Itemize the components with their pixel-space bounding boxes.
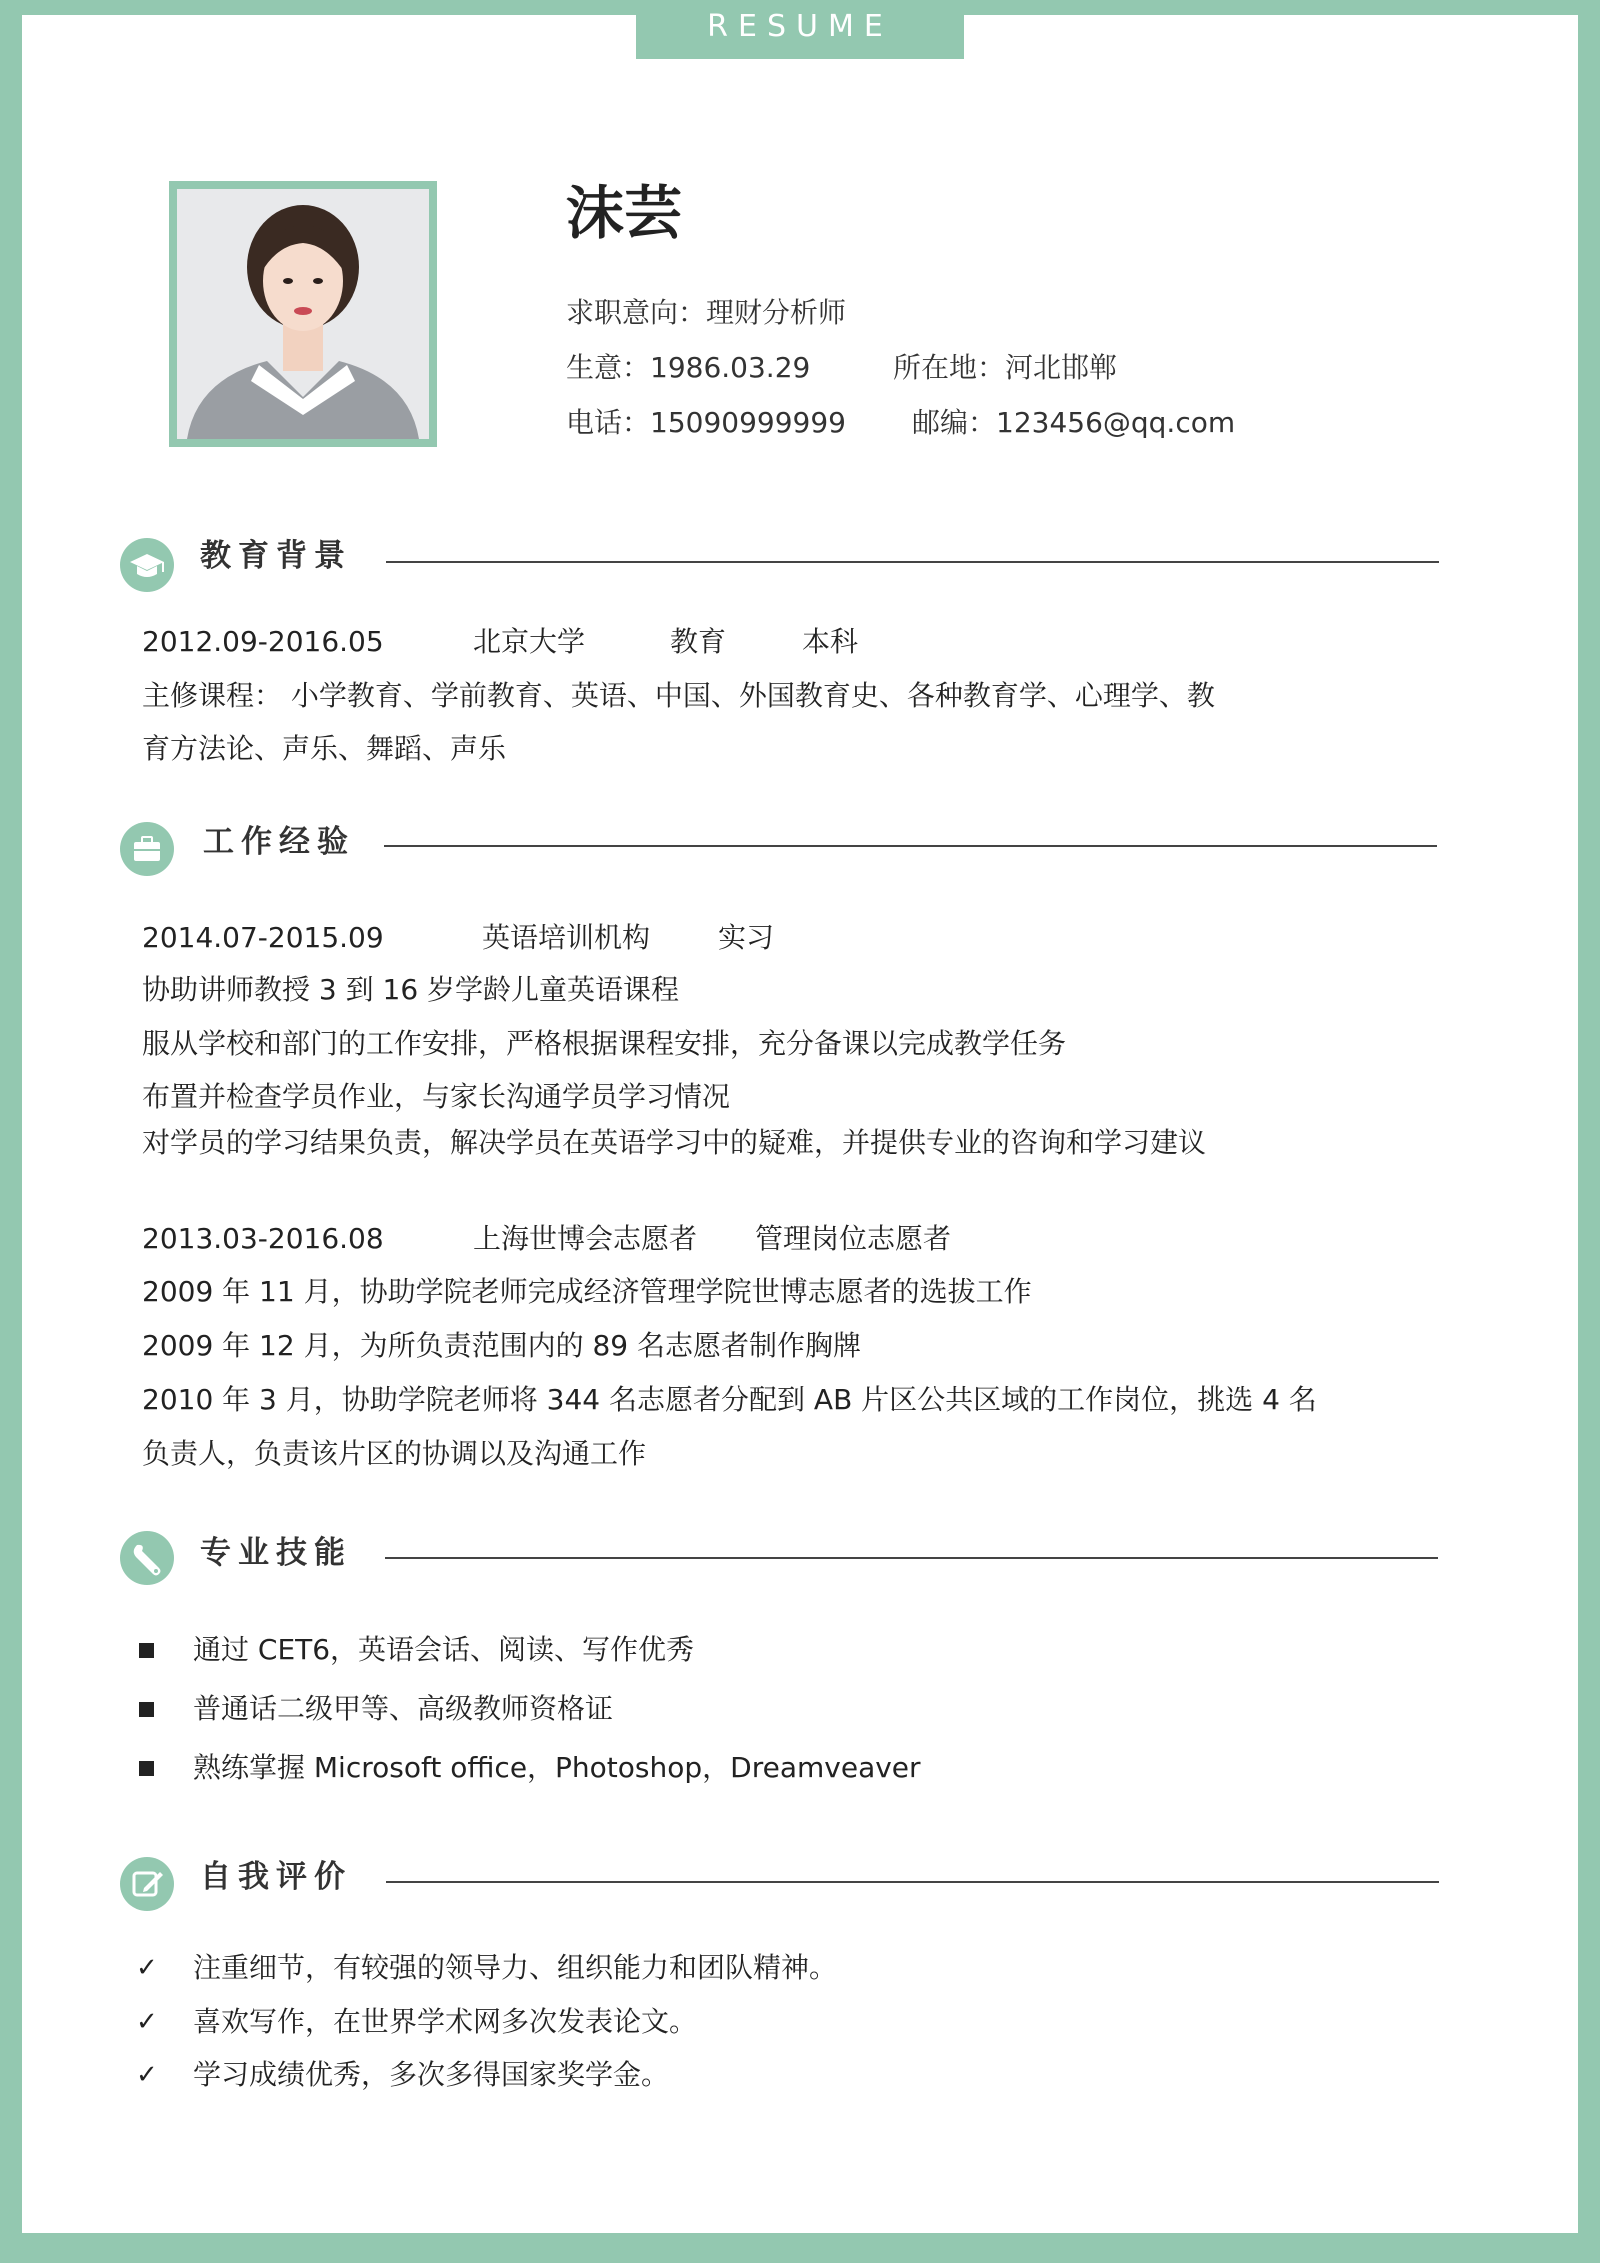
job2-line: 负责人，负责该片区的协调以及沟通工作 [142,1437,647,1470]
skill-item: 通过 CET6，英语会话、阅读、写作优秀 [193,1633,695,1666]
job1-org: 英语培训机构 [482,921,651,954]
job2-line: 2009 年 12 月，为所负责范围内的 89 名志愿者制作胸牌 [142,1329,862,1362]
job-intent: 求职意向：理财分析师 [566,296,847,329]
job1-role: 实习 [718,921,775,954]
education-major: 教育 [670,625,727,658]
phone: 电话：15090999999 [566,406,846,439]
job1-line: 布置并检查学员作业，与家长沟通学员学习情况 [142,1080,731,1113]
edit-icon [120,1857,174,1911]
profile-photo-frame [169,181,437,447]
job2-org: 上海世博会志愿者 [473,1222,698,1255]
job1-period: 2014.07-2015.09 [142,921,384,954]
bullet-square [139,1761,154,1776]
skill-item: 熟练掌握 Microsoft office，Photoshop，Dreamveaver [193,1751,921,1784]
bullet-square [139,1643,154,1658]
work-section-title: 工作经验 [203,824,355,860]
education-degree: 本科 [802,625,859,658]
education-divider [386,561,1439,563]
self-eval-item: 喜欢写作，在世界学术网多次发表论文。 [193,2005,698,2038]
check-icon: ✓ [136,1953,158,1983]
job1-line: 对学员的学习结果负责，解决学员在英语学习中的疑难，并提供专业的咨询和学习建议 [142,1126,1207,1159]
skills-section-title: 专业技能 [200,1535,352,1571]
bullet-square [139,1702,154,1717]
graduation-cap-icon [120,538,174,592]
self-eval-item: 注重细节，有较强的领导力、组织能力和团队精神。 [193,1951,838,1984]
job1-line: 服从学校和部门的工作安排，严格根据课程安排，充分备课以完成教学任务 [142,1027,1067,1060]
portrait-illustration [177,189,429,439]
check-icon: ✓ [136,2007,158,2037]
education-courses-line1: 主修课程： 小学教育、学前教育、英语、中国、外国教育史、各种教育学、心理学、教 [142,679,1215,712]
wrench-icon [120,1531,174,1585]
work-divider [384,845,1437,847]
job2-line: 2009 年 11 月，协助学院老师完成经济管理学院世博志愿者的选拔工作 [142,1275,1032,1308]
job2-role: 管理岗位志愿者 [755,1222,952,1255]
job1-line: 协助讲师教授 3 到 16 岁学龄儿童英语课程 [142,973,680,1006]
education-period: 2012.09-2016.05 [142,625,384,658]
candidate-name: 沫芸 [566,179,683,247]
self-eval-section-title: 自我评价 [200,1859,352,1895]
profile-photo [177,189,429,439]
email: 邮编：123456@qq.com [912,406,1236,439]
education-courses-line2: 育方法论、声乐、舞蹈、声乐 [142,732,507,765]
education-school: 北京大学 [473,625,586,658]
location: 所在地：河北邯郸 [893,351,1118,384]
check-icon: ✓ [136,2060,158,2090]
briefcase-icon [120,822,174,876]
resume-tab-label: RESUME [636,0,964,59]
job2-line: 2010 年 3 月，协助学院老师将 344 名志愿者分配到 AB 片区公共区域的工作岗位，挑选 4 名 [142,1383,1317,1416]
birth-date: 生意：1986.03.29 [566,351,811,384]
skills-divider [385,1557,1438,1559]
self-eval-divider [386,1881,1439,1883]
education-section-title: 教育背景 [200,538,352,574]
skill-item: 普通话二级甲等、高级教师资格证 [193,1692,614,1725]
job2-period: 2013.03-2016.08 [142,1222,384,1255]
self-eval-item: 学习成绩优秀，多次多得国家奖学金。 [193,2058,670,2091]
